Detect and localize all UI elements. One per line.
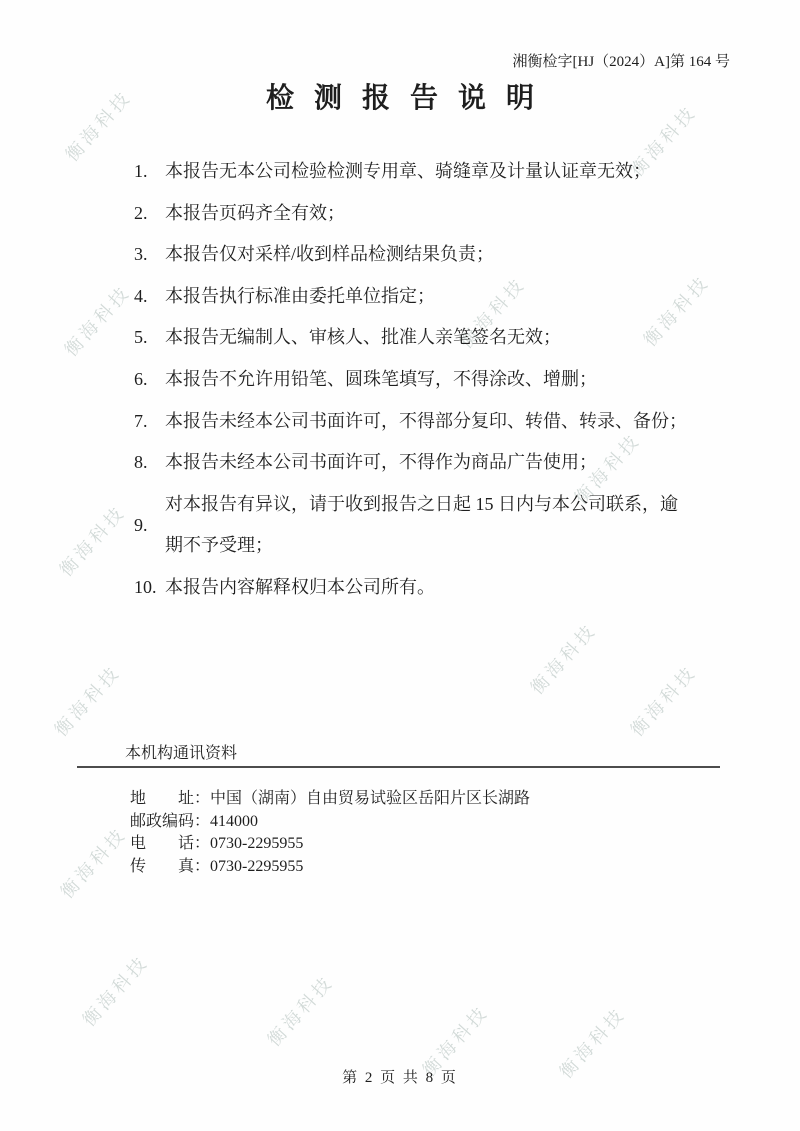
- contact-row-4: [130, 856, 530, 879]
- contact-rows: [130, 788, 530, 878]
- note-text-line: 本报告仅对采样/收到样品检测结果负责；: [165, 244, 494, 265]
- note-item-8: [134, 442, 734, 484]
- contact-colon: ：: [194, 790, 211, 807]
- note-number: 9.: [134, 515, 148, 536]
- note-item-5: [134, 317, 734, 359]
- watermark-text: 衡海科技: [555, 1003, 630, 1083]
- note-number: 10.: [134, 576, 157, 597]
- watermark-text: 衡海科技: [455, 273, 530, 353]
- note-text: [165, 567, 435, 609]
- note-text-line: 本报告无编制人、审核人、批准人亲笔签名无效；: [165, 327, 561, 348]
- contact-label: 地 址: [130, 790, 195, 807]
- note-number: 4.: [134, 285, 148, 306]
- note-text-line: 本报告未经本公司书面许可，不得作为商品广告使用；: [165, 452, 597, 473]
- contact-value: 0730-2295955: [210, 835, 304, 852]
- note-item-1: [134, 151, 734, 193]
- note-number: 7.: [134, 410, 148, 431]
- note-text-line: 本报告页码齐全有效；: [165, 202, 345, 223]
- note-item-4: [134, 276, 734, 318]
- note-item-7: [134, 401, 734, 443]
- note-text: [165, 484, 678, 567]
- contact-colon: ：: [194, 857, 211, 875]
- watermark-text: 衡海科技: [526, 619, 601, 699]
- watermark-text: 衡海科技: [626, 101, 701, 181]
- note-number: 5.: [134, 327, 148, 348]
- contact-colon: ：: [194, 835, 211, 852]
- note-item-2: [134, 193, 734, 235]
- note-text-line: 本报告内容解释权归本公司所有。: [165, 576, 435, 597]
- note-text-line: 本报告不允许用铅笔、圆珠笔填写，不得涂改、增删；: [165, 368, 597, 389]
- note-number: 1.: [134, 161, 148, 181]
- contact-row-3: [130, 833, 530, 856]
- contact-value: 中国（湖南）自由贸易试验区岳阳片区长湖路: [210, 790, 531, 807]
- note-item-6: [134, 359, 734, 401]
- watermark-text: 衡海科技: [50, 661, 125, 741]
- watermark-text: 衡海科技: [61, 86, 136, 166]
- note-text-line: 本报告未经本公司书面许可，不得部分复印、转借、转录、备份；: [165, 410, 687, 431]
- note-number: 3.: [134, 244, 148, 265]
- watermark-text: 衡海科技: [639, 271, 714, 351]
- watermark-text: 衡海科技: [60, 281, 135, 361]
- contact-label: 传 真: [130, 857, 195, 875]
- page-footer: 第 2 页 共 8 页: [342, 1070, 458, 1086]
- contact-row-1: [130, 788, 530, 811]
- note-text: [165, 442, 597, 484]
- watermark-text: 衡海科技: [626, 661, 701, 741]
- horizontal-rule: [77, 766, 720, 768]
- note-text-line: 本报告无本公司检验检测专用章、骑缝章及计量认证章无效；: [165, 161, 651, 181]
- watermark-text: 衡海科技: [570, 429, 645, 509]
- page-title: 检测报告说明: [265, 83, 554, 114]
- report-ref-number: 湘衡检字[HJ（2024）A]第 164 号: [512, 54, 730, 70]
- contact-label: 邮政编码: [130, 812, 195, 830]
- note-text-line: 本报告执行标准由委托单位指定；: [165, 285, 435, 306]
- note-item-3: [134, 234, 734, 276]
- note-number: 8.: [134, 452, 148, 473]
- contact-value: 414000: [210, 812, 259, 830]
- note-number: 2.: [134, 202, 148, 223]
- contact-section-title: 本机构通讯资料: [125, 745, 238, 762]
- contact-label: 电 话: [130, 835, 195, 852]
- note-text: [165, 317, 561, 359]
- note-text-line: 期不予受理；: [165, 535, 273, 556]
- note-text: [165, 276, 435, 318]
- watermark-text: 衡海科技: [78, 951, 153, 1031]
- note-text: [165, 359, 597, 401]
- note-item-9: [134, 484, 734, 567]
- notes-list: [134, 151, 734, 609]
- contact-row-2: [130, 811, 530, 834]
- note-text: [165, 401, 687, 443]
- contact-colon: ：: [194, 812, 211, 830]
- note-item-10: [134, 567, 734, 609]
- note-number: 6.: [134, 368, 148, 389]
- watermark-text: 衡海科技: [55, 501, 130, 581]
- watermark-text: 衡海科技: [418, 1001, 493, 1081]
- note-text: [165, 234, 494, 276]
- watermark-text: 衡海科技: [56, 823, 131, 903]
- watermark-text: 衡海科技: [263, 971, 338, 1051]
- contact-value: 0730-2295955: [210, 857, 304, 875]
- note-text: [165, 193, 345, 235]
- note-text-line: 对本报告有异议，请于收到报告之日起 15 日内与本公司联系，逾: [165, 493, 678, 514]
- note-text: [165, 151, 651, 193]
